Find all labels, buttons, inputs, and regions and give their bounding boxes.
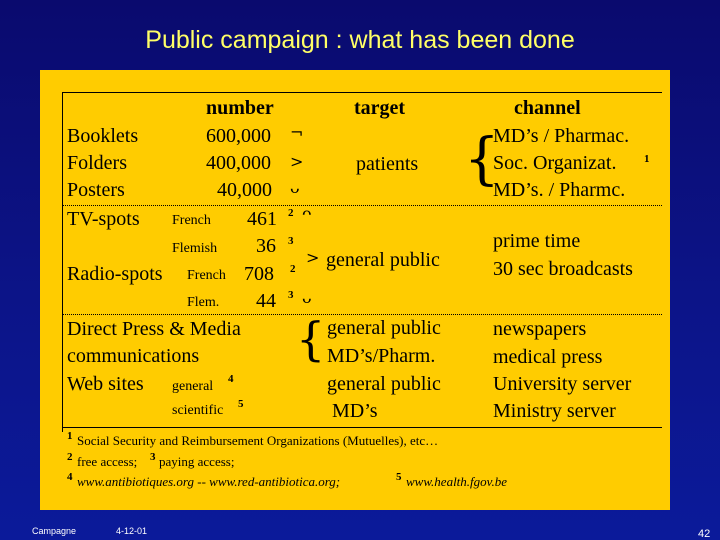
- target-general-public-broadcast: general public: [326, 249, 440, 271]
- web-scientific-sup: 5: [238, 398, 244, 410]
- fn1-sup: 1: [67, 430, 73, 442]
- footer-label: Campagne: [32, 526, 77, 536]
- row-channel-posters: MD’s. / Pharmc.: [493, 179, 626, 201]
- divider-broadcast: [62, 314, 662, 315]
- target-mds-pharm: MD’s/Pharm.: [327, 345, 436, 367]
- channel-medical-press: medical press: [493, 346, 603, 368]
- brace-broadcast-mid: >: [306, 248, 320, 267]
- web-general: general: [172, 379, 214, 394]
- channel-university-server: University server: [493, 373, 632, 395]
- row-label-tv: TV-spots: [67, 208, 140, 230]
- row-label-communications: communications: [67, 345, 200, 367]
- fn2-sup: 2: [67, 451, 73, 463]
- footnote-1: Social Security and Reimbursement Organizations (Mutuelles), etc…: [77, 433, 439, 448]
- row-label-direct-press: Direct Press & Media: [67, 318, 241, 340]
- radio-french-sup: 2: [290, 263, 296, 275]
- header-number: number: [206, 97, 274, 119]
- fn5-sup: 5: [396, 471, 402, 483]
- radio-flem-lang: Flem.: [187, 295, 220, 310]
- tv-french-lang: French: [172, 213, 211, 228]
- row-number-booklets: 600,000: [206, 125, 271, 147]
- row-number-folders: 400,000: [206, 152, 271, 174]
- brace-print-left: ¬: [290, 123, 304, 142]
- footnote-5: www.health.fgov.be: [406, 474, 507, 489]
- target-general-public-web: general public: [327, 373, 441, 395]
- radio-flem-sup: 3: [288, 289, 294, 301]
- footnote-3: paying access;: [159, 454, 235, 469]
- brace-print-mid: >: [290, 152, 304, 171]
- header-target: target: [354, 97, 406, 119]
- footer-date: 4-12-01: [116, 526, 148, 536]
- content-panel: [40, 70, 670, 510]
- row-number-posters: 40,000: [217, 179, 272, 201]
- channel-ministry-server: Ministry server: [493, 400, 616, 422]
- radio-flem-number: 44: [256, 290, 276, 312]
- footnote-mark-1: 1: [644, 153, 650, 165]
- page-number: 42: [698, 528, 711, 540]
- row-label-posters: Posters: [67, 179, 125, 201]
- fn3-sup: 3: [150, 451, 156, 463]
- tv-flemish-lang: Flemish: [172, 241, 218, 256]
- footnote-2: free access;: [77, 454, 138, 469]
- brace-broadcast-bottom: ᴗ: [302, 288, 312, 307]
- tv-french-number: 461: [247, 208, 277, 230]
- tv-french-sup: 2: [288, 207, 294, 219]
- channel-prime-time: prime time: [493, 230, 581, 252]
- channel-newspapers: newspapers: [493, 318, 587, 340]
- table-top-border: [62, 92, 662, 93]
- radio-french-number: 708: [244, 263, 274, 285]
- row-label-radio: Radio-spots: [67, 263, 163, 285]
- footnote-4: www.antibiotiques.org -- www.red-antibiotica.org;: [77, 474, 341, 489]
- radio-french-lang: French: [187, 268, 226, 283]
- row-label-folders: Folders: [67, 152, 127, 174]
- tv-flemish-sup: 3: [288, 235, 294, 247]
- tv-flemish-number: 36: [256, 235, 276, 257]
- divider-print: [62, 205, 662, 206]
- channel-30-sec: 30 sec broadcasts: [493, 258, 633, 280]
- target-mds: MD’s: [332, 400, 378, 422]
- target-general-public-press: general public: [327, 317, 441, 339]
- web-scientific: scientific: [172, 403, 224, 418]
- brace-broadcast-top: ᴖ: [302, 204, 312, 223]
- brace-print-right: {: [464, 127, 500, 192]
- row-channel-booklets: MD’s / Pharmac.: [493, 125, 630, 147]
- row-label-booklets: Booklets: [67, 125, 139, 147]
- row-label-web-sites: Web sites: [67, 373, 144, 395]
- table-left-border: [62, 92, 63, 432]
- fn4-sup: 4: [67, 471, 73, 483]
- target-patients: patients: [356, 153, 419, 175]
- row-channel-folders: Soc. Organizat.: [493, 152, 617, 174]
- brace-press: {: [296, 312, 326, 366]
- web-general-sup: 4: [228, 373, 234, 385]
- brace-print-bottom: ᴗ: [290, 178, 300, 197]
- table-bottom-border: [62, 427, 662, 428]
- header-channel: channel: [514, 97, 581, 119]
- slide-title: Public campaign : what has been done: [145, 26, 575, 54]
